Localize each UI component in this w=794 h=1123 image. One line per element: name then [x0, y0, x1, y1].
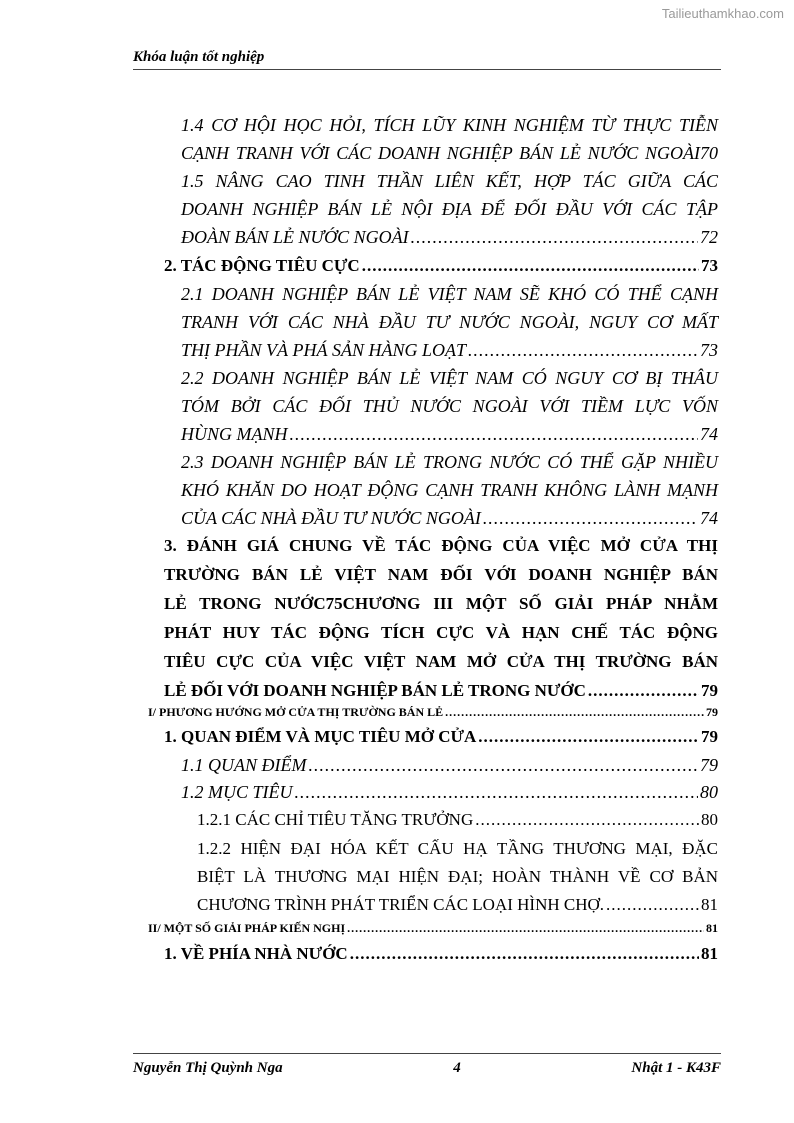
toc-entry-text: 2. TÁC ĐỘNG TIÊU CỰC [164, 256, 360, 275]
toc-page-number: 79 [706, 705, 718, 719]
toc-entry-1-2-1[interactable] [197, 806, 718, 834]
toc-line: TÓM BỞI CÁC ĐỐI THỦ NƯỚC NGOÀI VỚI TIỀM LỰC VỐN [181, 396, 718, 416]
toc-entry-text: 1.2.1 CÁC CHỈ TIÊU TĂNG TRƯỞNG [197, 810, 474, 829]
toc-line: TRANH VỚI CÁC NHÀ ĐẦU TƯ NƯỚC NGOÀI, NGUY CƠ MẤT [181, 312, 718, 332]
page-header [133, 49, 721, 70]
toc-entry-1-ve-phia-nha-nuoc[interactable] [164, 940, 718, 968]
toc-entry-text: 1.2 MỤC TIÊU [181, 782, 293, 802]
toc-line-with-page [164, 723, 718, 751]
dot-leader [350, 940, 699, 968]
dot-leader [606, 891, 699, 919]
dot-leader [475, 806, 699, 834]
toc-entry-1-2[interactable] [181, 778, 718, 806]
footer-author: Nguyễn Thị Quỳnh Nga [133, 1060, 283, 1076]
toc-line-with-page [164, 940, 718, 968]
dot-leader [478, 723, 699, 751]
footer-page-number: 4 [453, 1060, 461, 1076]
toc-line-with-page [181, 778, 718, 806]
dot-leader [347, 920, 704, 936]
toc-entry-section-II[interactable] [148, 920, 718, 936]
dot-leader [295, 778, 699, 806]
toc-entry-text: LẺ ĐỐI VỚI DOANH NGHIỆP BÁN LẺ TRONG NƯỚC [164, 681, 586, 700]
dot-leader [411, 223, 698, 251]
toc-line: 2.1 DOANH NGHIỆP BÁN LẺ VIỆT NAM SẼ KHÓ CÓ THỂ CẠNH [181, 284, 718, 304]
toc-line: 2.2 DOANH NGHIỆP BÁN LẺ VIỆT NAM CÓ NGUY CƠ BỊ THÂU [181, 368, 718, 388]
toc-entry-text: ĐOÀN BÁN LẺ NƯỚC NGOÀI [181, 227, 409, 247]
toc-line: 3. ĐÁNH GIÁ CHUNG VỀ TÁC ĐỘNG CỦA VIỆC MỞ CỬA THỊ [164, 536, 718, 555]
toc-line: TRƯỜNG BÁN LẺ VIỆT NAM ĐỐI VỚI DOANH NGHIỆP BÁN [164, 565, 718, 584]
toc-entry-text: THỊ PHẦN VÀ PHÁ SẢN HÀNG LOẠT [181, 340, 466, 360]
toc-line: 1.4 CƠ HỘI HỌC HỎI, TÍCH LŨY KINH NGHIỆM TỪ THỰC TIỄN [181, 115, 718, 135]
dot-leader [290, 420, 699, 448]
toc-line-with-page [164, 676, 718, 705]
toc-entry-2-1[interactable] [181, 280, 718, 364]
toc-entry-text: HÙNG MẠNH [181, 424, 288, 444]
header-title: Khóa luận tốt nghiệp [133, 49, 265, 65]
toc-page-number: 72 [700, 227, 718, 247]
toc-line: TIÊU CỰC CỦA VIỆC VIỆT NAM MỞ CỬA THỊ TRƯỜNG BÁN [164, 652, 718, 671]
toc-entry-text: CHƯƠNG TRÌNH PHÁT TRIỂN CÁC LOẠI HÌNH CHỢ. [197, 895, 605, 914]
toc-entry-3[interactable] [164, 531, 718, 705]
toc-entry-2-2[interactable] [181, 364, 718, 448]
watermark-text: Tailieuthamkhao.com [661, 6, 784, 21]
toc-page-number: 73 [700, 340, 718, 360]
toc-line-with-page [181, 504, 718, 532]
toc-entry-2[interactable] [164, 252, 718, 280]
toc-page-number: 80 [701, 810, 718, 829]
toc-entry-text: 1. QUAN ĐIỂM VÀ MỤC TIÊU MỞ CỬA [164, 727, 477, 746]
toc-entry-text: 1.1 QUAN ĐIỂM [181, 755, 307, 775]
toc-line-with-page [181, 223, 718, 251]
toc-page-number: 80 [700, 782, 718, 802]
toc-line: LẺ TRONG NƯỚC75CHƯƠNG III MỘT SỐ GIẢI PHÁP NHẰM [164, 594, 718, 613]
toc-entry-1-1[interactable] [181, 751, 718, 779]
toc-line-with-page [197, 806, 718, 834]
toc-entry-2-3[interactable] [181, 448, 718, 532]
dot-leader [483, 504, 698, 532]
toc-line-with-page [148, 920, 718, 936]
footer-class: Nhật 1 - K43F [631, 1060, 721, 1076]
toc-page-number: 74 [700, 424, 718, 444]
toc-line: CẠNH TRANH VỚI CÁC DOANH NGHIỆP BÁN LẺ NƯỚC NGOÀI70 [181, 143, 718, 163]
toc-page-number: 81 [701, 895, 718, 914]
toc-page-number: 79 [701, 681, 718, 700]
toc-entry-text: I/ PHƯƠNG HƯỚNG MỞ CỬA THỊ TRƯỜNG BÁN LẺ [148, 705, 444, 719]
toc-line-with-page [181, 420, 718, 448]
toc-line-with-page [181, 336, 718, 364]
toc-page-number: 81 [706, 921, 718, 935]
toc-entry-text: CỦA CÁC NHÀ ĐẦU TƯ NƯỚC NGOÀI [181, 508, 481, 528]
dot-leader [362, 252, 699, 280]
toc-line: PHÁT HUY TÁC ĐỘNG TÍCH CỰC VÀ HẠN CHẾ TÁC ĐỘNG [164, 623, 718, 642]
toc-line: DOANH NGHIỆP BÁN LẺ NỘI ĐỊA ĐỂ ĐỐI ĐẦU VỚI CÁC TẬP [181, 199, 718, 219]
toc-line: 2.3 DOANH NGHIỆP BÁN LẺ TRONG NƯỚC CÓ THỂ GẶP NHIỀU [181, 452, 718, 472]
toc-page-number: 81 [701, 944, 718, 963]
toc-entry-text: 1. VỀ PHÍA NHÀ NƯỚC [164, 944, 348, 963]
toc-line-with-page [197, 891, 718, 919]
page-footer [133, 1053, 721, 1077]
toc-entry-1-2-2[interactable] [197, 835, 718, 919]
toc-line: 1.2.2 HIỆN ĐẠI HÓA KẾT CẤU HẠ TẦNG THƯƠNG MẠI, ĐẶC [197, 839, 718, 858]
toc-entry-1-quan-diem-muc-tieu[interactable] [164, 723, 718, 751]
dot-leader [445, 704, 704, 720]
toc-page-number: 79 [701, 727, 718, 746]
dot-leader [308, 751, 698, 779]
toc-line: BIỆT LÀ THƯƠNG MẠI HIỆN ĐẠI; HOÀN THÀNH VỀ CƠ BẢN [197, 867, 718, 886]
toc-page-number: 74 [700, 508, 718, 528]
toc-page-number: 73 [701, 256, 718, 275]
toc-page-number: 79 [700, 755, 718, 775]
toc-entry-section-I[interactable] [148, 704, 718, 720]
toc-line: 1.5 NÂNG CAO TINH THẦN LIÊN KẾT, HỢP TÁC GIỮA CÁC [181, 171, 718, 191]
toc-entry-1-4[interactable] [181, 111, 718, 167]
toc-line-with-page [148, 704, 718, 720]
dot-leader [468, 336, 698, 364]
toc-line-with-page [164, 252, 718, 280]
toc-line-with-page [181, 751, 718, 779]
dot-leader [588, 676, 699, 705]
toc-entry-text: II/ MỘT SỐ GIẢI PHÁP KIẾN NGHỊ [148, 921, 346, 935]
toc-entry-1-5[interactable] [181, 167, 718, 251]
toc-line: KHÓ KHĂN DO HOẠT ĐỘNG CẠNH TRANH KHÔNG LÀNH MẠNH [181, 480, 718, 500]
